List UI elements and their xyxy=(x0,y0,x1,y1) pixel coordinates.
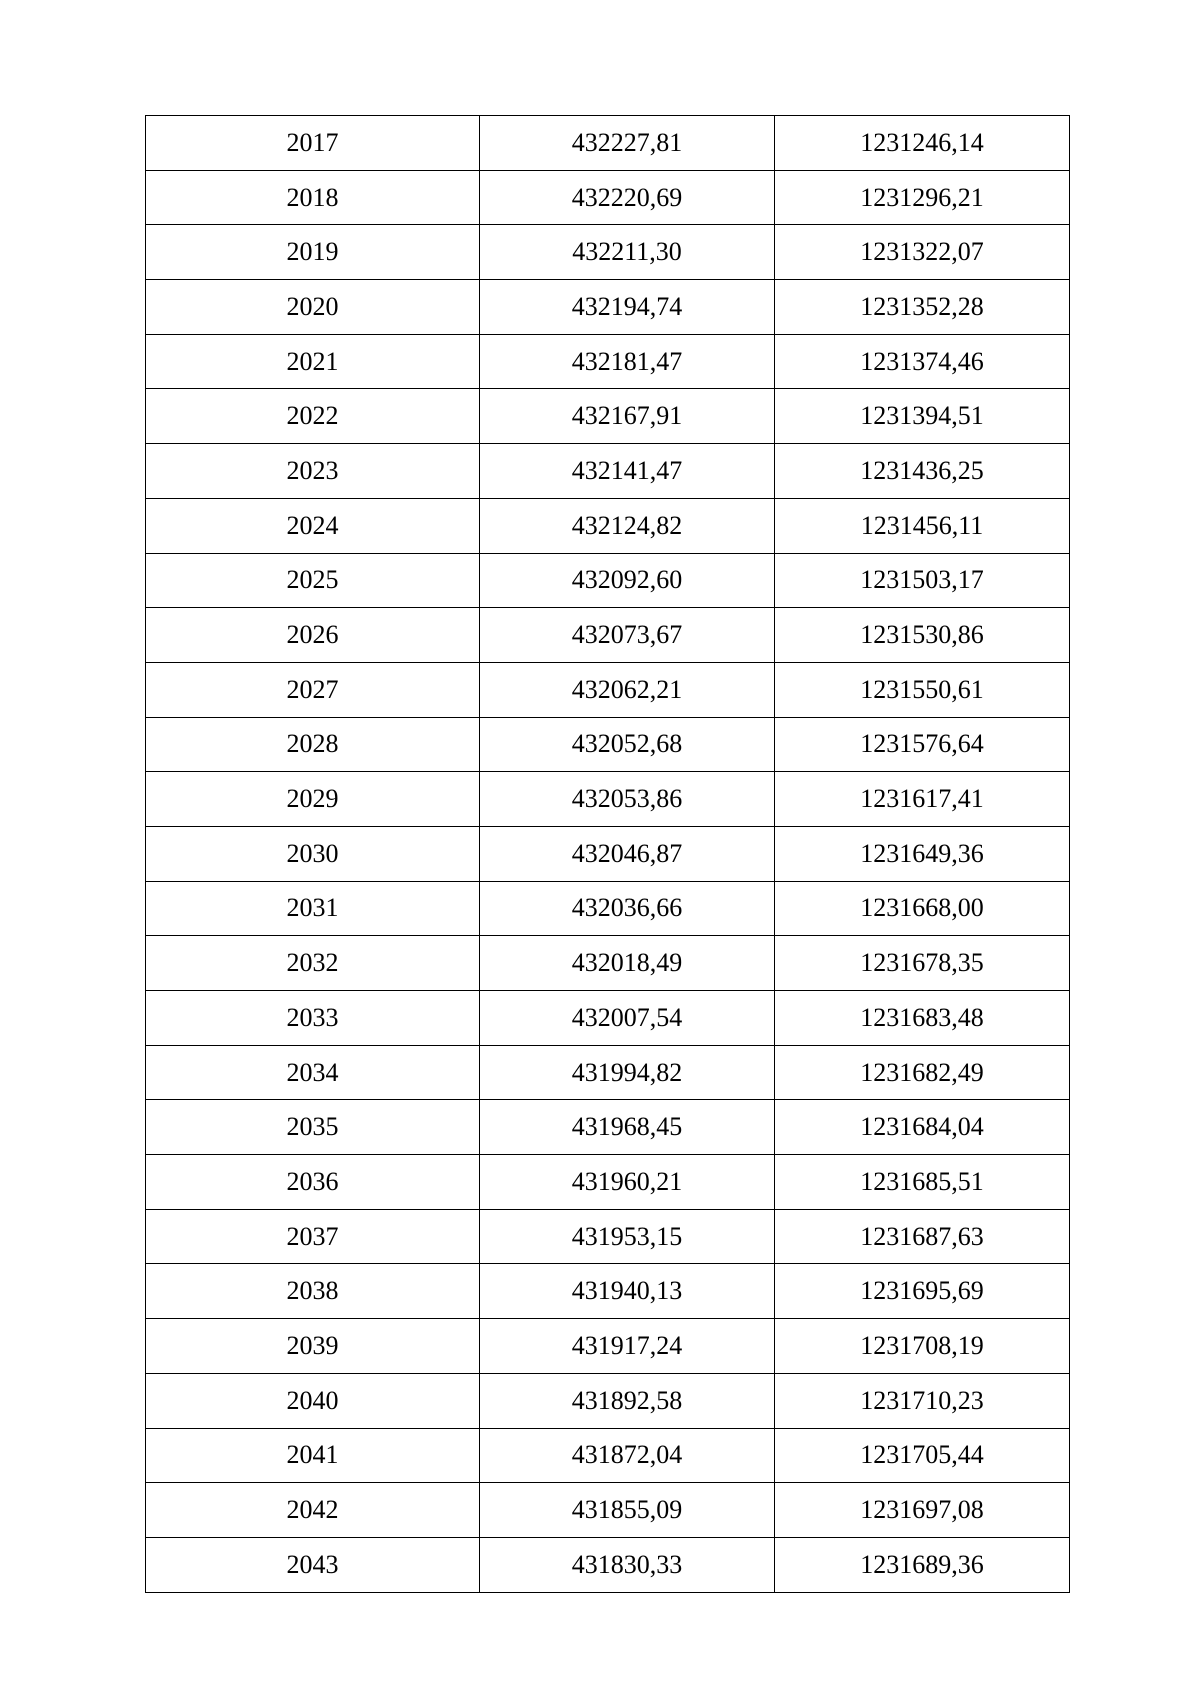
point-number-cell: 2035 xyxy=(146,1100,480,1155)
table-row xyxy=(146,991,1070,1046)
x-coordinate-cell: 432062,21 xyxy=(480,662,775,717)
x-coordinate-cell: 432141,47 xyxy=(480,444,775,499)
point-number-cell: 2042 xyxy=(146,1483,480,1538)
table-row xyxy=(146,1319,1070,1374)
y-coordinate-cell: 1231456,11 xyxy=(775,498,1070,553)
x-coordinate-cell: 431953,15 xyxy=(480,1209,775,1264)
point-number-cell: 2024 xyxy=(146,498,480,553)
point-number-cell: 2040 xyxy=(146,1373,480,1428)
table-row xyxy=(146,662,1070,717)
point-number-cell: 2034 xyxy=(146,1045,480,1100)
y-coordinate-cell: 1231576,64 xyxy=(775,717,1070,772)
x-coordinate-cell: 431872,04 xyxy=(480,1428,775,1483)
y-coordinate-cell: 1231682,49 xyxy=(775,1045,1070,1100)
point-number-cell: 2032 xyxy=(146,936,480,991)
table-row xyxy=(146,881,1070,936)
table-row xyxy=(146,498,1070,553)
y-coordinate-cell: 1231668,00 xyxy=(775,881,1070,936)
x-coordinate-cell: 432036,66 xyxy=(480,881,775,936)
y-coordinate-cell: 1231687,63 xyxy=(775,1209,1070,1264)
x-coordinate-cell: 431855,09 xyxy=(480,1483,775,1538)
x-coordinate-cell: 432227,81 xyxy=(480,116,775,171)
x-coordinate-cell: 432007,54 xyxy=(480,991,775,1046)
x-coordinate-cell: 431830,33 xyxy=(480,1537,775,1592)
point-number-cell: 2031 xyxy=(146,881,480,936)
y-coordinate-cell: 1231695,69 xyxy=(775,1264,1070,1319)
x-coordinate-cell: 431940,13 xyxy=(480,1264,775,1319)
table-row xyxy=(146,1428,1070,1483)
y-coordinate-cell: 1231708,19 xyxy=(775,1319,1070,1374)
x-coordinate-cell: 432124,82 xyxy=(480,498,775,553)
y-coordinate-cell: 1231296,21 xyxy=(775,170,1070,225)
x-coordinate-cell: 432046,87 xyxy=(480,826,775,881)
point-number-cell: 2043 xyxy=(146,1537,480,1592)
point-number-cell: 2033 xyxy=(146,991,480,1046)
table-row xyxy=(146,1373,1070,1428)
y-coordinate-cell: 1231684,04 xyxy=(775,1100,1070,1155)
table-row xyxy=(146,1264,1070,1319)
x-coordinate-cell: 432073,67 xyxy=(480,608,775,663)
table-row xyxy=(146,772,1070,827)
point-number-cell: 2039 xyxy=(146,1319,480,1374)
x-coordinate-cell: 432053,86 xyxy=(480,772,775,827)
coordinates-table-body xyxy=(146,116,1070,1593)
y-coordinate-cell: 1231649,36 xyxy=(775,826,1070,881)
point-number-cell: 2027 xyxy=(146,662,480,717)
table-row xyxy=(146,280,1070,335)
y-coordinate-cell: 1231436,25 xyxy=(775,444,1070,499)
y-coordinate-cell: 1231689,36 xyxy=(775,1537,1070,1592)
y-coordinate-cell: 1231322,07 xyxy=(775,225,1070,280)
x-coordinate-cell: 431960,21 xyxy=(480,1155,775,1210)
y-coordinate-cell: 1231550,61 xyxy=(775,662,1070,717)
point-number-cell: 2025 xyxy=(146,553,480,608)
point-number-cell: 2021 xyxy=(146,334,480,389)
x-coordinate-cell: 432167,91 xyxy=(480,389,775,444)
point-number-cell: 2030 xyxy=(146,826,480,881)
x-coordinate-cell: 431892,58 xyxy=(480,1373,775,1428)
x-coordinate-cell: 431917,24 xyxy=(480,1319,775,1374)
point-number-cell: 2018 xyxy=(146,170,480,225)
x-coordinate-cell: 432092,60 xyxy=(480,553,775,608)
x-coordinate-cell: 432194,74 xyxy=(480,280,775,335)
x-coordinate-cell: 432211,30 xyxy=(480,225,775,280)
table-row xyxy=(146,1100,1070,1155)
point-number-cell: 2041 xyxy=(146,1428,480,1483)
y-coordinate-cell: 1231685,51 xyxy=(775,1155,1070,1210)
point-number-cell: 2023 xyxy=(146,444,480,499)
table-row xyxy=(146,170,1070,225)
table-row xyxy=(146,1045,1070,1100)
table-row xyxy=(146,444,1070,499)
x-coordinate-cell: 431994,82 xyxy=(480,1045,775,1100)
point-number-cell: 2036 xyxy=(146,1155,480,1210)
x-coordinate-cell: 432052,68 xyxy=(480,717,775,772)
table-row xyxy=(146,225,1070,280)
y-coordinate-cell: 1231705,44 xyxy=(775,1428,1070,1483)
table-row xyxy=(146,1483,1070,1538)
y-coordinate-cell: 1231530,86 xyxy=(775,608,1070,663)
table-row xyxy=(146,334,1070,389)
y-coordinate-cell: 1231678,35 xyxy=(775,936,1070,991)
point-number-cell: 2026 xyxy=(146,608,480,663)
y-coordinate-cell: 1231246,14 xyxy=(775,116,1070,171)
table-row xyxy=(146,826,1070,881)
table-row xyxy=(146,116,1070,171)
point-number-cell: 2029 xyxy=(146,772,480,827)
y-coordinate-cell: 1231352,28 xyxy=(775,280,1070,335)
table-row xyxy=(146,1537,1070,1592)
point-number-cell: 2020 xyxy=(146,280,480,335)
point-number-cell: 2028 xyxy=(146,717,480,772)
y-coordinate-cell: 1231697,08 xyxy=(775,1483,1070,1538)
y-coordinate-cell: 1231394,51 xyxy=(775,389,1070,444)
table-row xyxy=(146,1155,1070,1210)
point-number-cell: 2038 xyxy=(146,1264,480,1319)
x-coordinate-cell: 432220,69 xyxy=(480,170,775,225)
y-coordinate-cell: 1231374,46 xyxy=(775,334,1070,389)
y-coordinate-cell: 1231617,41 xyxy=(775,772,1070,827)
point-number-cell: 2019 xyxy=(146,225,480,280)
table-row xyxy=(146,936,1070,991)
x-coordinate-cell: 432018,49 xyxy=(480,936,775,991)
coordinates-table xyxy=(145,115,1070,1593)
y-coordinate-cell: 1231503,17 xyxy=(775,553,1070,608)
y-coordinate-cell: 1231683,48 xyxy=(775,991,1070,1046)
y-coordinate-cell: 1231710,23 xyxy=(775,1373,1070,1428)
table-row xyxy=(146,717,1070,772)
table-row xyxy=(146,553,1070,608)
point-number-cell: 2022 xyxy=(146,389,480,444)
table-row xyxy=(146,1209,1070,1264)
table-row xyxy=(146,389,1070,444)
x-coordinate-cell: 431968,45 xyxy=(480,1100,775,1155)
point-number-cell: 2037 xyxy=(146,1209,480,1264)
x-coordinate-cell: 432181,47 xyxy=(480,334,775,389)
table-row xyxy=(146,608,1070,663)
point-number-cell: 2017 xyxy=(146,116,480,171)
